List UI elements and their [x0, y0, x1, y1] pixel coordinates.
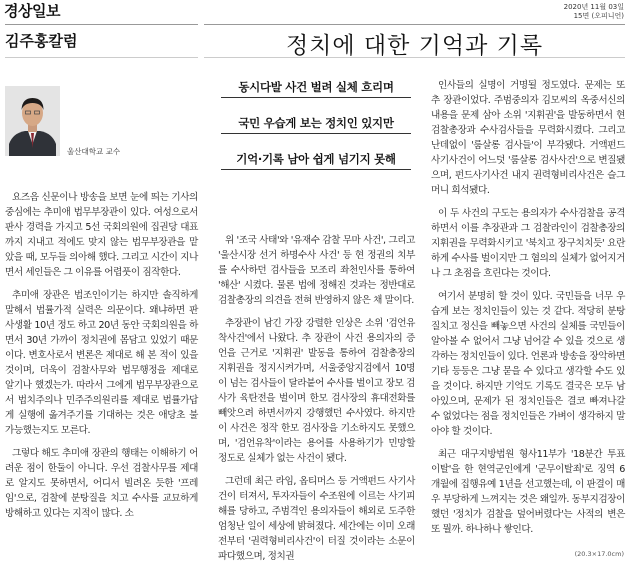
paragraph: 추미애 장관은 법조인이기는 하지만 솔직하게 말해서 법률가적 실력은 의문이다. 왜냐하면 판사생활 10년 정도 하고 20년 동안 국회의원을 하면서 30년 가까이 정치권에 몸담고 있었기 때문이다. 변호사로서 변론은 제대로 해 본 적이 있을 것이며, 더욱이 검찰사무와 법무행정을 제대로 알기나 했겠는가. 따라서 그에게 법무부장관으로서 법치주의나 민주주의원리를 제대로 법률가답게 실행에 옮겨주기를 기대하는 것은 애당초 불가능했는지도 모른다.	[5, 290, 198, 436]
column-name: 김주홍칼럼	[5, 32, 78, 50]
paragraph: 이 두 사건의 구도는 용의자가 수사검찰을 공격하면서 이를 추장관과 그 검찰라인이 검찰총장의 지휘권을 무력화시키고 '북치고 장구치치듯' 요란하게 수사를 벌이지만 그 혐의의 실체가 없어지거나 그 초점을 흐린다는 것이다.	[431, 208, 625, 279]
article-column-2	[218, 233, 415, 562]
page-section: 15면 (오피니언)	[573, 12, 624, 20]
paragraph: 요즈음 신문이나 방송을 보면 눈에 띄는 기사의 중심에는 추미애 법무부장관이 있다. 여성으로서 판사 경력을 가지고 5선 국회의원에 집권당 대표까지 지내고 적에도 맞지 않는 법무부장관을 맡았을 때, 모두들 의아해 했다. 그리고 시간이 지나면서 세인들은 그 이유를 어렵풋이 짐작한다.	[5, 192, 198, 278]
article-column-1	[5, 190, 198, 546]
paragraph: 추장관이 남긴 가장 강렬한 인상은 소위 '검언유착사건'에서 나왔다. 추 장관이 사건 용의자의 증언을 근거로 '지휘권' 발동을 통하여 검찰총장의 지휘권을 정지시켜가며, 서울중앙지검에서 10명이 넘는 검사들이 달라붙어 수사를 벌이고 장모 검사가 육탄전을 벌이며 한모 검사장의 휴대전화를 빼앗으려 하면서까지 강행했던 수사였다. 하지만 이 사건은 정작 한모 검사장을 기소하지도 못했으며, '검언유착'이라는 용어를 사용하기가 민망할 정도로 실체가 없는 사건이 됐다.	[218, 318, 415, 464]
publication-info	[564, 3, 624, 21]
newspaper-logo: 경상일보	[4, 2, 60, 20]
paragraph: 그렇다 해도 추미애 장관의 행태는 이해하기 어려운 점이 한둘이 아니다. 우선 검찰사무를 제대로 알지도 못하면서, 어디서 빌려온 듯한 '프레임'으로, 검찰에 분탕질을 치고 수사를 교묘하게 방해하고 있다는 지적이 많다. 소	[5, 448, 198, 519]
author-photo	[5, 86, 60, 156]
author-portrait-image	[5, 86, 60, 156]
paragraph: 그런데 최근 라임, 옵티머스 등 거액펀드 사기사건이 터져서, 투자자들이 수조원에 이르는 사기피해를 당하고, 주범격인 용의자들이 해외로 도주한 엄청난 일이 세상에 밝혀졌다. 세간에는 이미 오래전부터 '권력형비리사건'이 터질 것이라는 소문이 파다했으며, 정치권	[218, 476, 415, 562]
article-title-bar	[204, 24, 625, 58]
subhead-2: 국민 우습게 보는 정치인 있지만	[221, 115, 411, 134]
paragraph: 인사들의 실명이 거명될 정도였다. 문제는 또 추 장관이었다. 주범중의자 김모씨의 옥중서신의 내용을 문제 삼아 소위 '지휘권'을 발동하면서 현 검찰총장과 수사검사들을 무력화시켰다. 그리고 난데없이 '룸살롱 검사들'이 부각됐다. 거액펀드 사기사건이 어느덧 '룸살롱 검사사건'으로 변질됐으며, 펀드사기사건 내지 권력형비리사건은 슬그머니 희석됐다.	[431, 80, 625, 196]
paragraph: 여기서 분명히 할 것이 있다. 국민들을 너무 우습게 보는 정치인들이 있는 것 같다. 적당히 분탕질치고 정신을 빼놓으면 사건의 실체를 국민들이 알아볼 수 없어서 그냥 넘어갈 수 있을 것으로 생각하는 정치인들이 있다. 언론과 방송을 장악하면 기타 등등은 그냥 묻을 수 있다고 생각할 수도 있을 것이다. 하지만 기억도 기록도 결국은 모두 남아있으며, 문제가 된 정치인들은 결코 빠져나갈 수 없었다는 점을 정치인들은 가벼이 생각하지 말아야 할 것이다.	[431, 291, 625, 437]
clipping-size-note: (20.3×17.0cm)	[574, 550, 624, 558]
column-header	[5, 24, 198, 58]
paragraph: 최근 대구지방법원 형사11부가 '18분간 투표 이탈'을 한 현역군인에게 '군무이탈죄'로 징역 6개월에 집행유예 1년을 선고했는데, 이 판결이 매우 부당하게 느껴지는 것은 왜일까. 동부지검장이 했던 '정치가 검찰을 덮어버렸다'는 사적의 변은 또 뭘까. 하나하나 쌓인다.	[431, 449, 625, 535]
paragraph: 위 '조국 사태'와 '유재수 감찰 무마 사건', 그리고 '울산시장 선거 하명수사 사건' 등 현 정권의 치부를 수사하던 검사들을 모조리 좌천인사를 통하여 '해산' 시켰다. 물론 법에 정해진 것과는 정반대로 검찰총장의 의견을 전혀 반영하지 않은 채 말이다.	[218, 235, 415, 306]
article-title: 정치에 대한 기억과 기록	[285, 33, 544, 59]
article-column-3	[431, 78, 625, 548]
subhead-1: 동시다발 사건 벌려 실체 흐리며	[221, 79, 411, 98]
publication-date: 2020년 11월 03일	[563, 3, 624, 11]
subhead-3: 기억·기록 남아 쉽게 넘기지 못해	[221, 151, 411, 170]
author-affiliation: 울산대학교 교수	[67, 147, 121, 156]
subheadings	[221, 79, 411, 187]
